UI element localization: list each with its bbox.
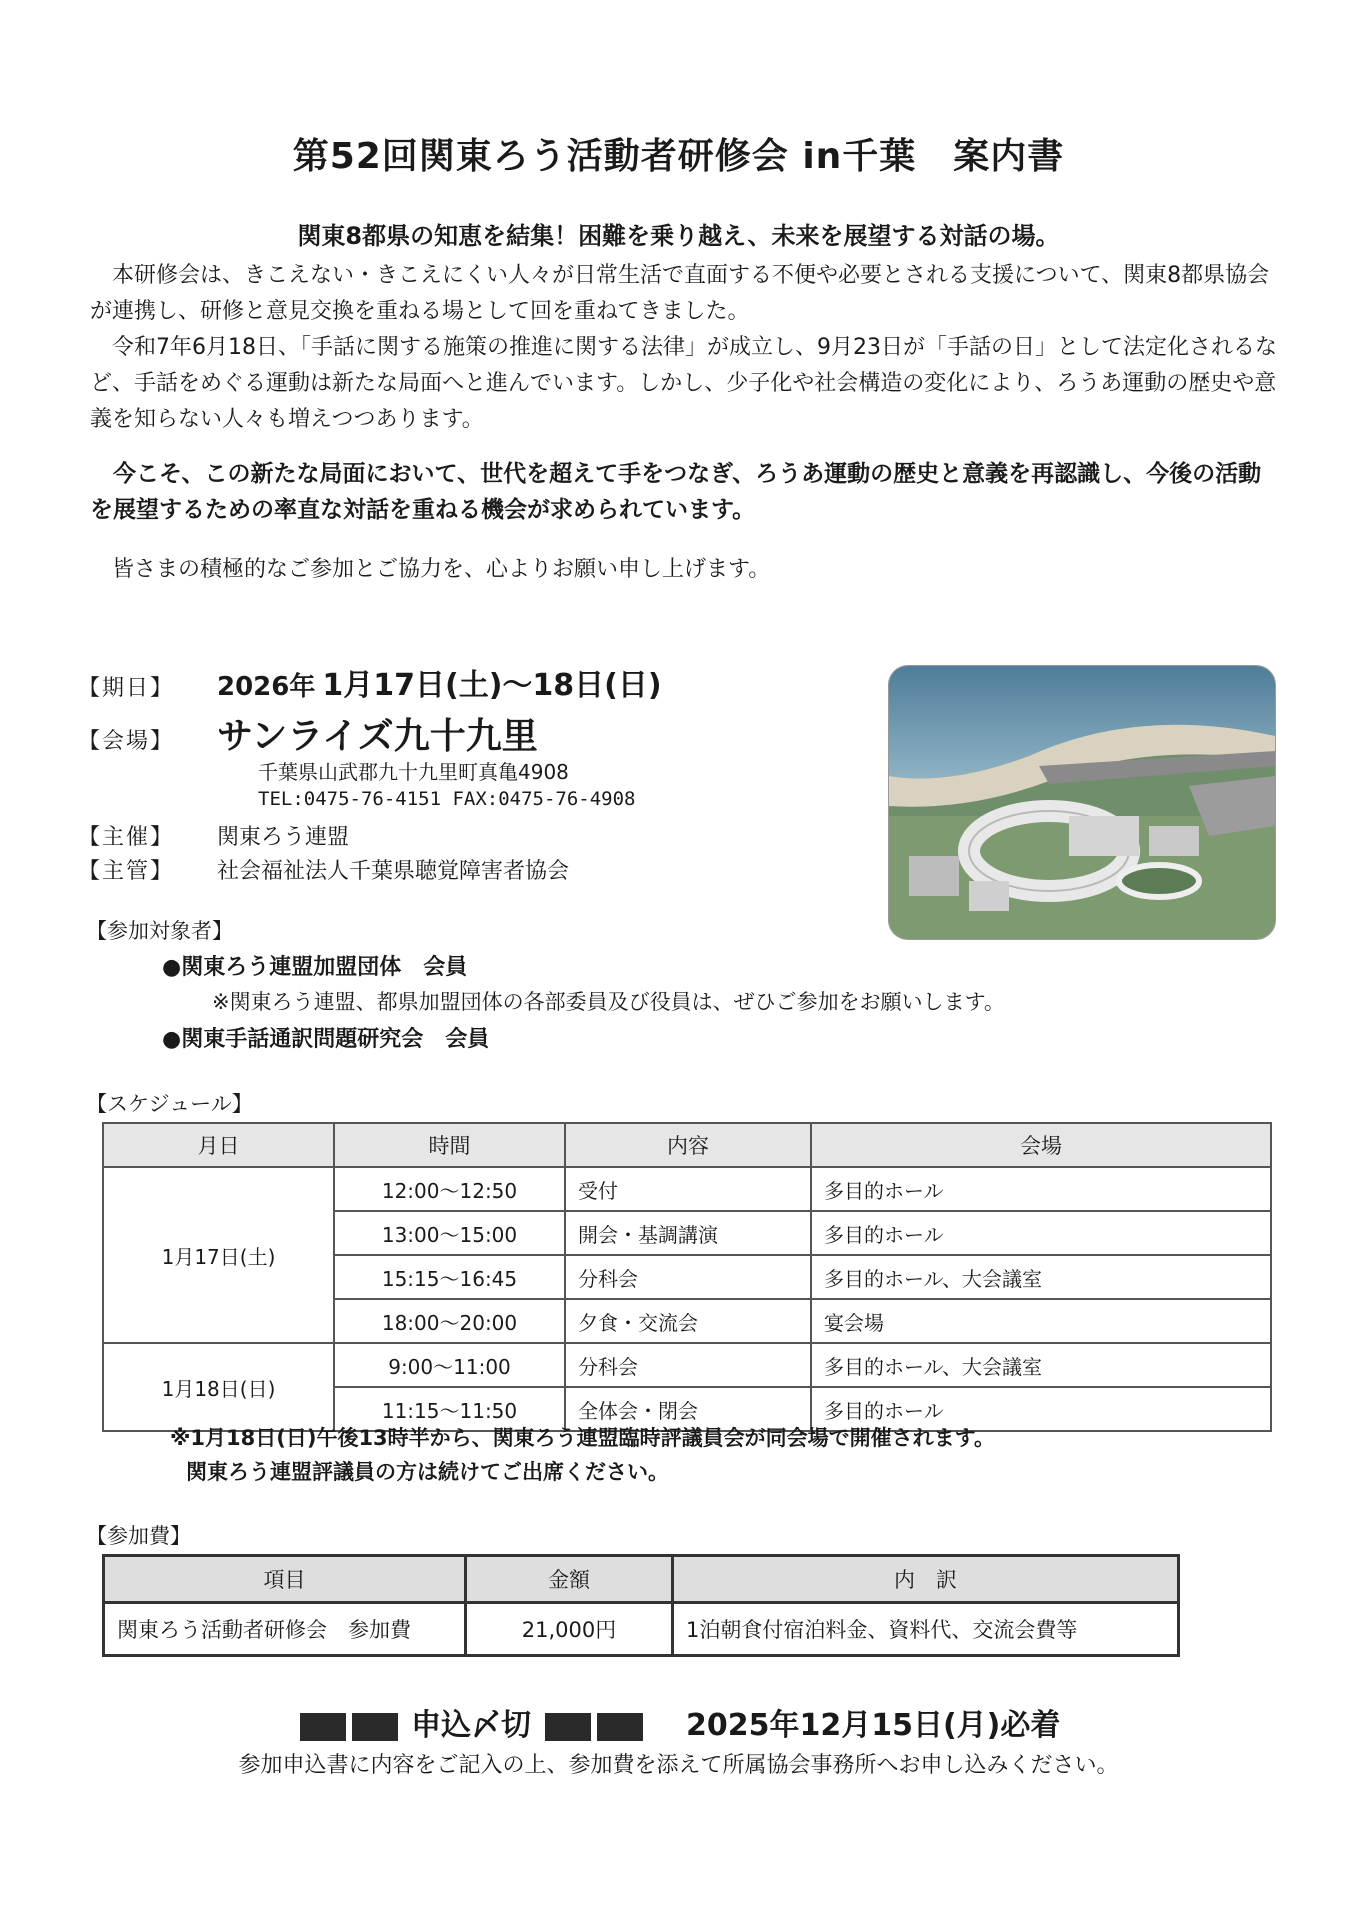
table-row	[103, 1343, 1271, 1387]
target-item-1: ●関東ろう連盟加盟団体 会員	[162, 955, 468, 980]
intro-paragraph-3: 今こそ、この新たな局面において、世代を超えて手をつなぎ、ろうあ運動の歴史と意義を再認識し、今後の活動を展望するための率直な対話を重ねる機会が求められています。	[90, 461, 1262, 523]
schedule-header-row	[103, 1123, 1271, 1167]
host-name: 関東ろう連盟	[217, 825, 350, 850]
schedule-day-2: 1月18日(日)	[103, 1343, 334, 1431]
schedule-header-time: 時間	[334, 1123, 565, 1167]
venue-label: 【会場】	[78, 729, 175, 754]
fee-header-amount: 金額	[466, 1556, 673, 1603]
venue-phone: TEL:0475-76-4151 FAX:0475-76-4908	[258, 788, 636, 810]
venue-name: サンライズ九十九里	[217, 716, 538, 757]
schedule-place: 宴会場	[811, 1299, 1271, 1343]
schedule-content: 受付	[565, 1167, 811, 1211]
schedule-note-1: ※1月18日(日)午後13時半から、関東ろう連盟臨時評議員会が同会場で開催されます。	[170, 1426, 995, 1450]
schedule-time: 13:00～15:00	[334, 1211, 565, 1255]
schedule-time: 15:15～16:45	[334, 1255, 565, 1299]
schedule-table	[102, 1122, 1272, 1432]
schedule-time: 9:00～11:00	[334, 1343, 565, 1387]
schedule-time: 11:15～11:50	[334, 1387, 565, 1431]
date-row	[78, 660, 662, 704]
headline: 関東8都県の知恵を結集！困難を乗り越え、未来を展望する対話の場。	[297, 222, 1060, 250]
deadline-block-icon	[597, 1713, 643, 1741]
schedule-content: 分科会	[565, 1255, 811, 1299]
schedule-content: 開会・基調講演	[565, 1211, 811, 1255]
schedule-place: 多目的ホール	[811, 1167, 1271, 1211]
fee-item: 関東ろう活動者研修会 参加費	[104, 1603, 466, 1656]
schedule-place: 多目的ホール、大会議室	[811, 1343, 1271, 1387]
application-instructions: 参加申込書に内容をご記入の上、参加費を添えて所属協会事務所へお申し込みください。	[238, 1753, 1119, 1778]
organizer-label: 【主管】	[78, 859, 175, 884]
deadline-block-icon	[545, 1713, 591, 1741]
target-item-1-note: ※関東ろう連盟、都県加盟団体の各部委員及び役員は、ぜひご参加をお願いします。	[212, 990, 1005, 1014]
date-year: 2026年	[217, 672, 316, 702]
deadline-line	[0, 1700, 1357, 1744]
deadline-block-icon	[352, 1713, 398, 1741]
schedule-time: 12:00～12:50	[334, 1167, 565, 1211]
venue-aerial-photo	[888, 665, 1276, 940]
schedule-place: 多目的ホール、大会議室	[811, 1255, 1271, 1299]
deadline-block-icon	[300, 1713, 346, 1741]
schedule-place: 多目的ホール	[811, 1211, 1271, 1255]
schedule-place: 多目的ホール	[811, 1387, 1271, 1431]
schedule-heading: 【スケジュール】	[86, 1092, 253, 1116]
fee-header-item: 項目	[104, 1556, 466, 1603]
intro-paragraph-4: 皆さまの積極的なご参加とご協力を、心よりお願い申し上げます。	[112, 557, 771, 582]
schedule-header-place: 会場	[811, 1123, 1271, 1167]
intro-paragraph-2: 令和7年6月18日、「手話に関する施策の推進に関する法律」が成立し、9月23日が「手話の日」として法定化されるなど、手話をめぐる運動は新たな局面へと進んでいます。しかし、少子化や社会構造の変化により、ろうあ運動の歴史や意義を知らない人々も増えつつあります。	[90, 335, 1277, 432]
schedule-header-date: 月日	[103, 1123, 334, 1167]
date-range: 1月17日(土)～18日(日)	[322, 668, 662, 703]
intro-paragraph-1: 本研修会は、きこえない・きこえにくい人々が日常生活で直面する不便や必要とされる支援について、関東8都県協会が連携し、研修と意見交換を重ねる場として回を重ねてきました。	[90, 263, 1270, 324]
fee-header-row	[104, 1556, 1179, 1603]
schedule-content: 分科会	[565, 1343, 811, 1387]
schedule-time: 18:00～20:00	[334, 1299, 565, 1343]
schedule-note-2: 関東ろう連盟評議員の方は続けてご出席ください。	[186, 1460, 669, 1484]
venue-address: 千葉県山武郡九十九里町真亀4908	[258, 760, 569, 784]
organizer-name: 社会福祉法人千葉県聴覚障害者協会	[217, 859, 570, 884]
schedule-content: 夕食・交流会	[565, 1299, 811, 1343]
date-label: 【期日】	[78, 676, 175, 701]
schedule-content: 全体会・閉会	[565, 1387, 811, 1431]
document-title: 第52回関東ろう活動者研修会 in千葉 案内書	[292, 136, 1065, 177]
fee-detail: 1泊朝食付宿泊料金、資料代、交流会費等	[673, 1603, 1179, 1656]
fee-amount: 21,000円	[466, 1603, 673, 1656]
table-row	[103, 1167, 1271, 1211]
deadline-label: 申込〆切	[411, 1708, 532, 1743]
venue-row	[78, 708, 538, 759]
fee-header-detail: 内 訳	[673, 1556, 1179, 1603]
organizer-row	[78, 854, 569, 885]
host-label: 【主催】	[78, 825, 175, 850]
fee-table	[102, 1554, 1180, 1657]
targets-heading: 【参加対象者】	[86, 919, 233, 943]
table-row	[104, 1603, 1179, 1656]
target-item-2: ●関東手話通訳問題研究会 会員	[162, 1027, 490, 1052]
deadline-date: 2025年12月15日(月)必着	[685, 1708, 1061, 1743]
fee-heading: 【参加費】	[86, 1524, 191, 1548]
host-row	[78, 820, 349, 851]
schedule-header-content: 内容	[565, 1123, 811, 1167]
schedule-day-1: 1月17日(土)	[103, 1167, 334, 1343]
